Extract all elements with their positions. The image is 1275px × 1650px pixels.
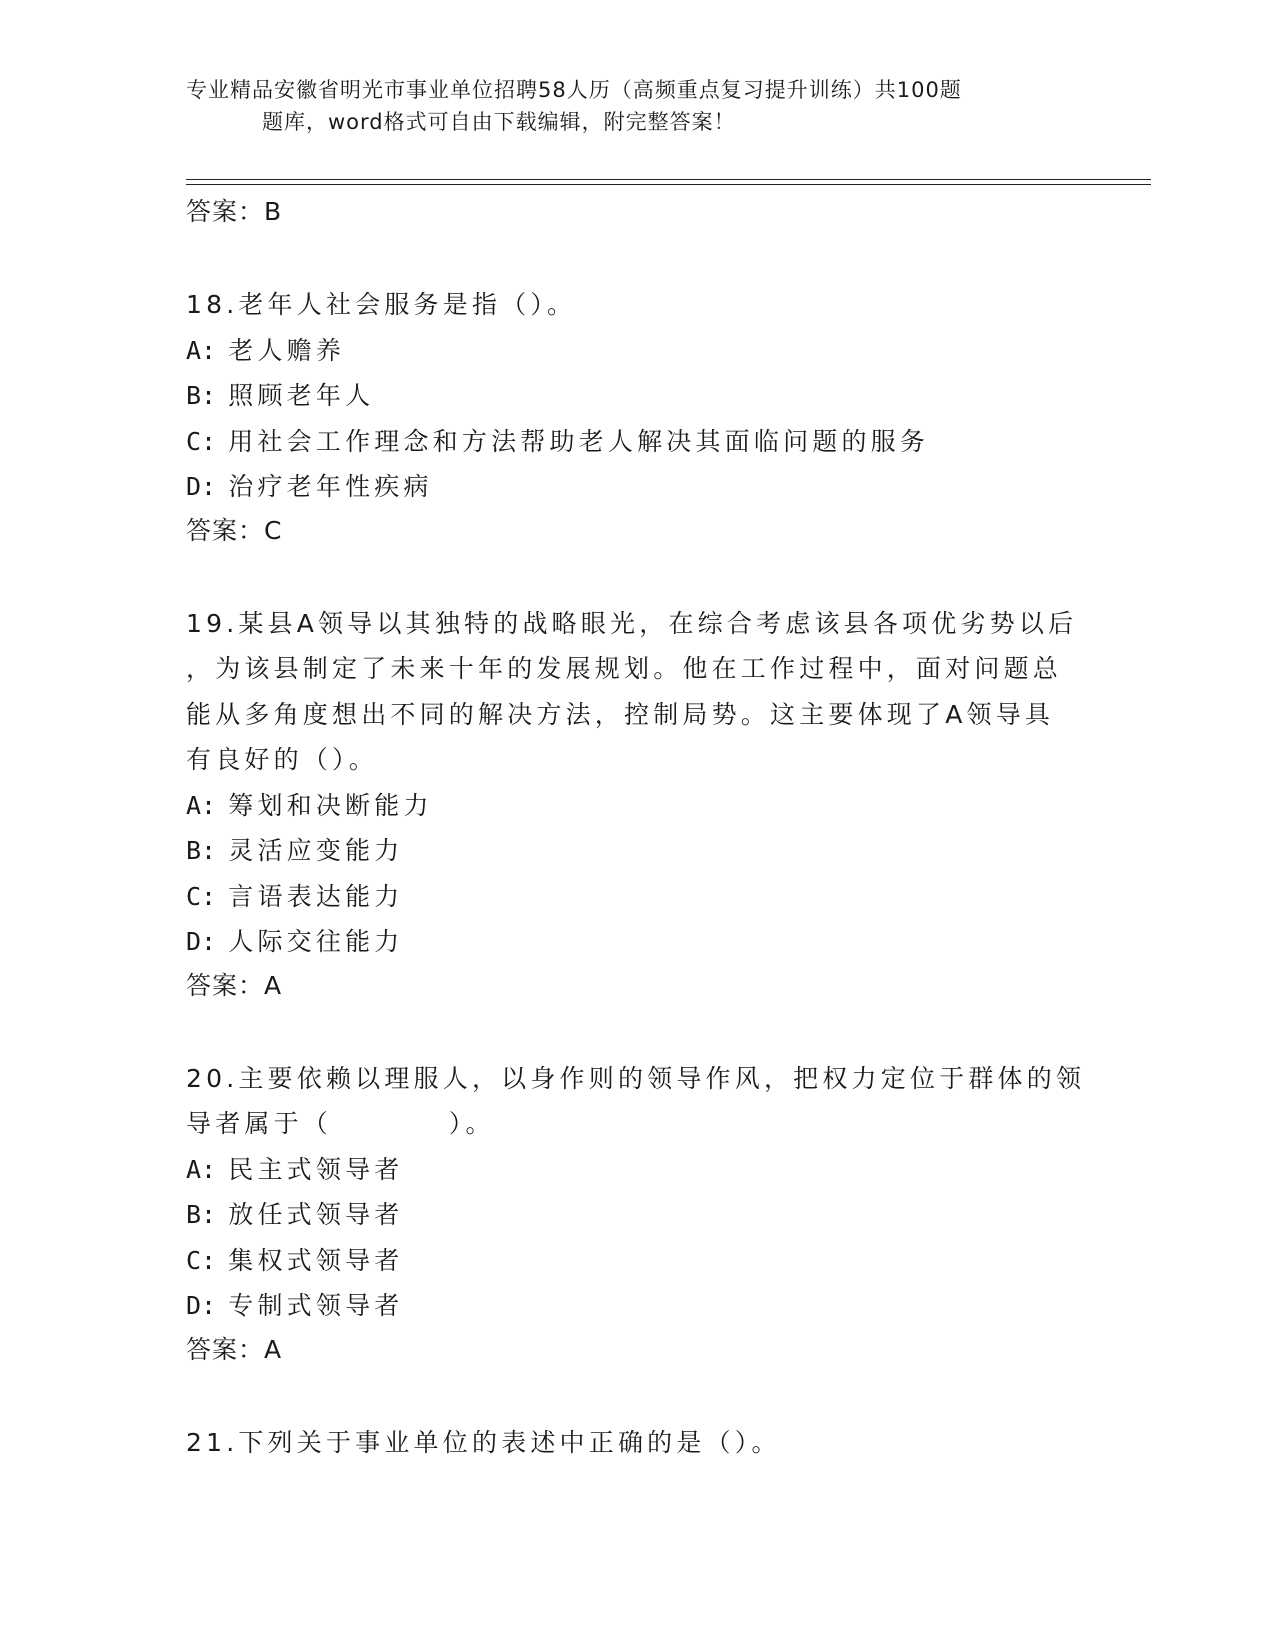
question-block <box>186 1420 1086 1466</box>
answer-line: 答案：C <box>186 515 283 545</box>
option-letter: C: <box>186 1245 217 1275</box>
option-text: 照顾老年人 <box>228 381 375 410</box>
option-d <box>186 464 1086 510</box>
header-divider-bottom <box>186 184 1151 185</box>
option-letter: A: <box>186 335 217 365</box>
answer-line: 答案：B <box>186 197 283 226</box>
option-a <box>186 328 1086 374</box>
option-text: 放任式领导者 <box>228 1200 404 1229</box>
answer-line: 答案：A <box>186 970 283 1000</box>
option-c <box>186 874 1086 920</box>
option-text: 专制式领导者 <box>228 1291 404 1320</box>
option-letter: C: <box>186 881 217 911</box>
question-text-line: 导者属于（ ）。 <box>186 1109 495 1138</box>
document-body <box>186 190 1086 1465</box>
option-letter: C: <box>186 426 217 456</box>
question-text-line: ，为该县制定了未来十年的发展规划。他在工作过程中，面对问题总 <box>186 654 1063 683</box>
option-letter: A: <box>186 790 217 820</box>
option-d <box>186 919 1086 965</box>
question-block <box>186 282 1086 551</box>
header-title-line-1: 专业精品安徽省明光市事业单位招聘58人历（高频重点复习提升训练）共100题 <box>186 78 962 102</box>
question-block <box>186 601 1086 1006</box>
option-a <box>186 1147 1086 1193</box>
option-text: 民主式领导者 <box>228 1154 404 1184</box>
question-text-line: 20.主要依赖以理服人，以身作则的领导作风，把权力定位于群体的领 <box>186 1063 1086 1093</box>
option-letter: D: <box>186 472 217 501</box>
header-title-line-2: 题库，word格式可自由下载编辑，附完整答案！ <box>262 110 736 134</box>
document-header <box>186 74 1066 138</box>
question-text: 21.下列关于事业单位的表述中正确的是（）。 <box>186 1427 781 1457</box>
question-text: 18.老年人社会服务是指（）。 <box>186 290 577 319</box>
option-letter: B: <box>186 1200 217 1229</box>
option-b <box>186 828 1086 874</box>
option-text: 老人赡养 <box>228 335 346 365</box>
question-text-line: 19.某县A领导以其独特的战略眼光，在综合考虑该县各项优劣势以后 <box>186 608 1078 638</box>
option-b <box>186 1192 1086 1238</box>
option-letter: B: <box>186 381 217 410</box>
question-block <box>186 1056 1086 1370</box>
header-divider-top <box>186 179 1151 180</box>
option-text: 治疗老年性疾病 <box>228 472 433 501</box>
option-text: 用社会工作理念和方法帮助老人解决其面临问题的服务 <box>228 426 930 456</box>
option-c <box>186 1238 1086 1284</box>
option-d <box>186 1283 1086 1329</box>
question-text-line: 有良好的（）。 <box>186 745 378 774</box>
option-text: 人际交往能力 <box>228 927 404 956</box>
option-text: 筹划和决断能力 <box>228 790 433 820</box>
option-text: 灵活应变能力 <box>228 836 404 865</box>
option-c <box>186 419 1086 465</box>
question-text-line: 能从多角度想出不同的解决方法，控制局势。这主要体现了A领导具 <box>186 699 1055 729</box>
answer-line: 答案：A <box>186 1334 283 1364</box>
option-letter: D: <box>186 1291 217 1320</box>
option-letter: D: <box>186 927 217 956</box>
option-b <box>186 373 1086 419</box>
option-a <box>186 783 1086 829</box>
option-letter: B: <box>186 836 217 865</box>
option-text: 言语表达能力 <box>228 881 404 911</box>
option-text: 集权式领导者 <box>228 1245 404 1275</box>
option-letter: A: <box>186 1154 217 1184</box>
